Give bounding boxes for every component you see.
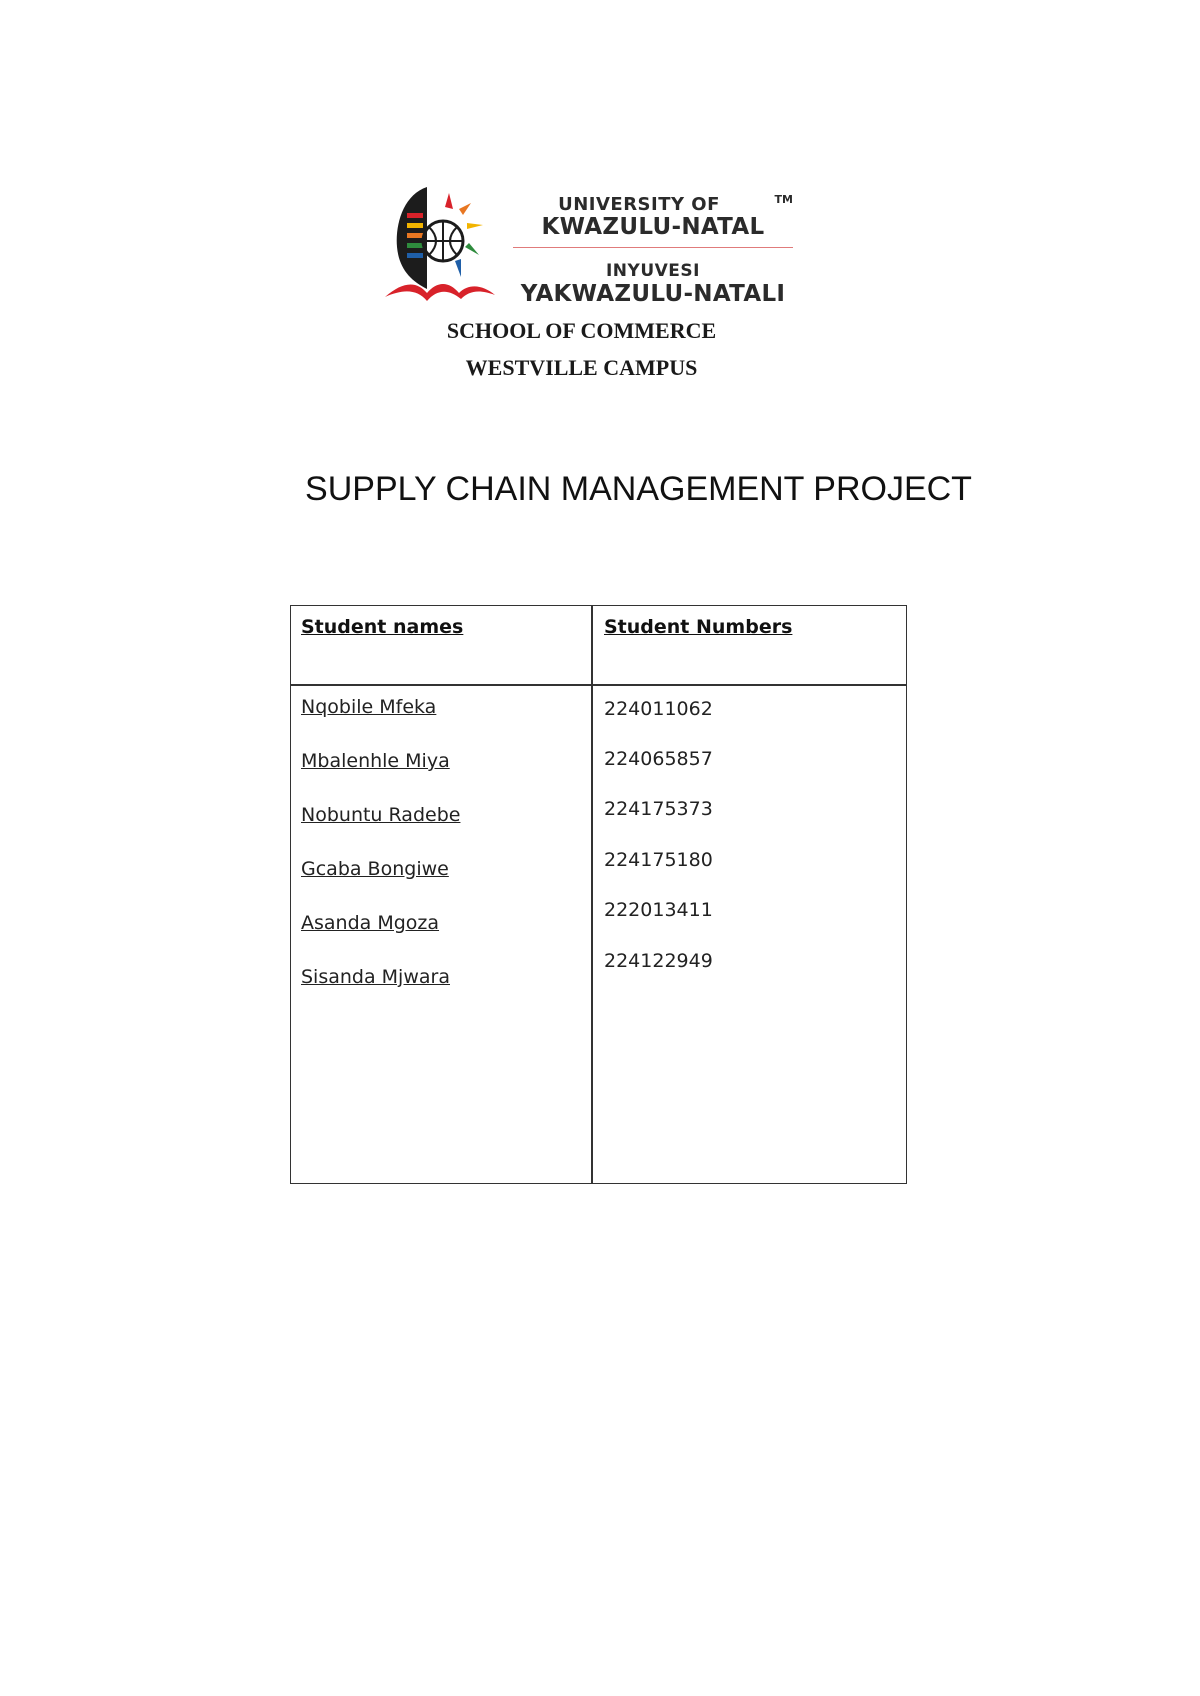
student-name: Nqobile Mfeka — [301, 696, 437, 718]
logo-trademark: TM — [774, 193, 793, 206]
university-logo — [383, 185, 793, 310]
university-crest-icon — [383, 185, 508, 310]
student-number: 224175373 — [604, 798, 713, 820]
student-number: 224122949 — [604, 950, 713, 972]
header-student-numbers: Student Numbers — [604, 616, 793, 638]
student-number: 224065857 — [604, 748, 713, 770]
school-name: SCHOOL OF COMMERCE — [446, 318, 717, 343]
header-student-names: Student names — [301, 616, 464, 638]
logo-inyuvesi: INYUVESI — [605, 261, 700, 281]
logo-wordmark — [513, 185, 793, 310]
logo-university-of: UNIVERSITY OF — [558, 194, 720, 215]
student-name: Nobuntu Radebe — [301, 804, 461, 826]
student-number: 224011062 — [604, 698, 713, 720]
project-title: SUPPLY CHAIN MANAGEMENT PROJECT — [305, 470, 972, 508]
student-name: Mbalenhle Miya — [301, 750, 450, 772]
student-name: Gcaba Bongiwe — [301, 858, 449, 880]
logo-kwazulu-natal: KWAZULU-NATAL — [541, 214, 765, 240]
student-number: 224175180 — [604, 849, 713, 871]
logo-divider — [513, 247, 793, 248]
student-name: Asanda Mgoza — [301, 912, 440, 934]
column-divider — [591, 606, 593, 1183]
student-number: 222013411 — [604, 899, 713, 921]
logo-yakwazulu-natali: YAKWAZULU-NATALI — [520, 281, 786, 307]
header-row-divider — [291, 684, 906, 686]
campus-name: WESTVILLE CAMPUS — [465, 355, 698, 380]
student-name: Sisanda Mjwara — [301, 966, 450, 988]
student-table — [290, 605, 907, 1184]
